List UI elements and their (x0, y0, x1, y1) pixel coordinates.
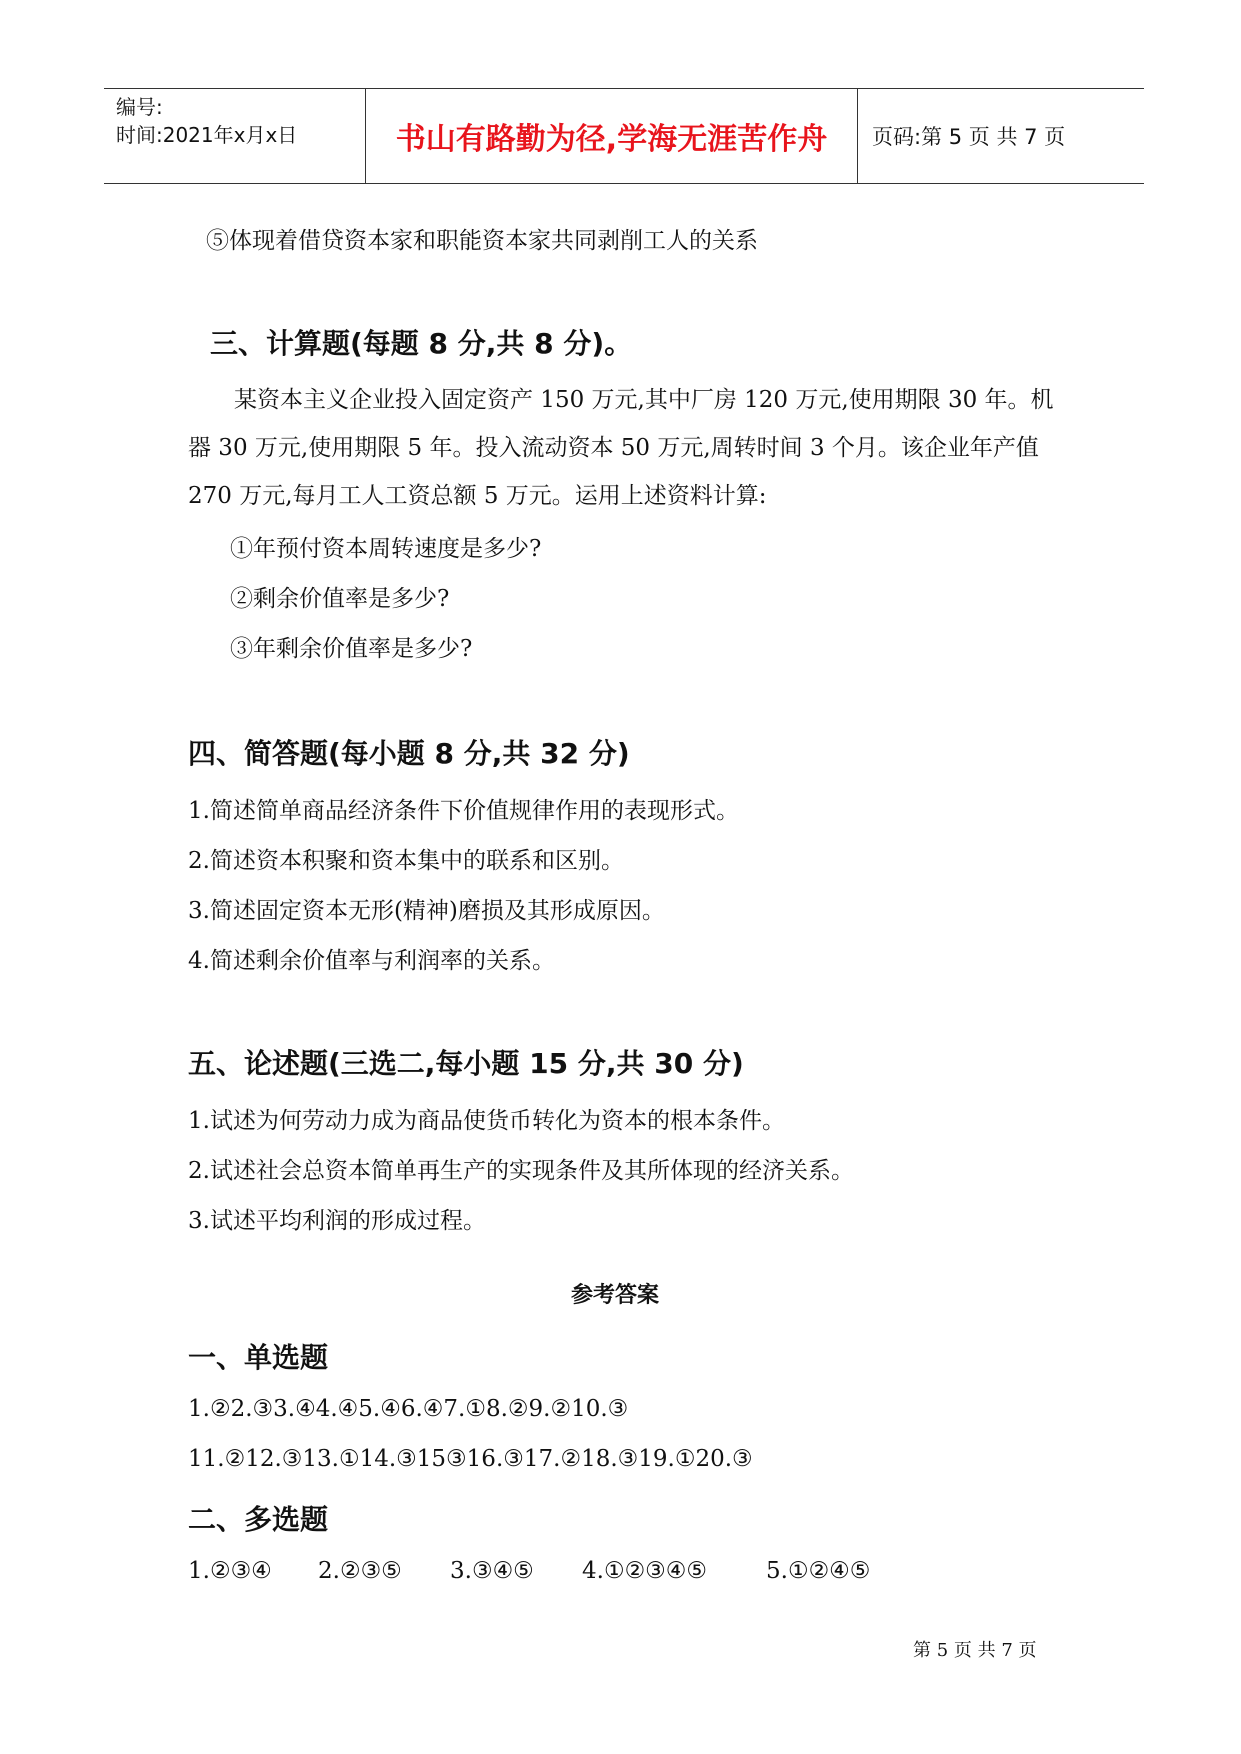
section5-item-2: 2.试述社会总资本简单再生产的实现条件及其所体现的经济关系。 (188, 1158, 854, 1184)
header-motto: 书山有路勤为径,学海无涯苦作舟 (366, 89, 858, 183)
section5-title: 五、论述题(三选二,每小题 15 分,共 30 分) (188, 1047, 744, 1080)
section4-item-4: 4.简述剩余价值率与利润率的关系。 (188, 948, 555, 974)
page-header (104, 88, 1144, 184)
multi-choice-item: 2.②③⑤ (318, 1558, 402, 1584)
section3-question-1: ①年预付资本周转速度是多少? (230, 536, 542, 562)
header-page-number: 页码:第 5 页 共 7 页 (872, 125, 1066, 149)
section4-item-2: 2.简述资本积聚和资本集中的联系和区别。 (188, 848, 624, 874)
section3-question-2: ②剩余价值率是多少? (230, 586, 450, 612)
section4-title: 四、简答题(每小题 8 分,共 32 分) (188, 737, 630, 770)
header-time: 时间:2021年x月x日 (116, 123, 298, 147)
multi-choice-item: 5.①②④⑤ (766, 1558, 871, 1584)
section3-problem: 某资本主义企业投入固定资产 150 万元,其中厂房 120 万元,使用期限 30 年。机器 30 万元,使用期限 5 年。投入流动资本 50 万元,周转时间 3 个月。该企业年产值 270 万元,每月工人工资总额 5 万元。运用上述资料计算: (188, 387, 1054, 509)
section3-title: 三、计算题(每题 8 分,共 8 分)。 (210, 327, 633, 360)
single-choice-row-2: 11.②12.③13.①14.③15③16.③17.②18.③19.①20.③ (188, 1446, 753, 1472)
section4-item-1: 1.简述简单商品经济条件下价值规律作用的表现形式。 (188, 798, 739, 824)
page-footer: 第 5 页 共 7 页 (913, 1640, 1037, 1661)
prev-question-item: ⑤体现着借贷资本家和职能资本家共同剥削工人的关系 (206, 228, 758, 254)
multi-choice-item: 1.②③④ (188, 1558, 272, 1584)
multi-choice-item: 3.③④⑤ (450, 1558, 534, 1584)
section5-item-3: 3.试述平均利润的形成过程。 (188, 1208, 486, 1234)
section3-question-3: ③年剩余价值率是多少? (230, 636, 473, 662)
single-choice-row-1: 1.②2.③3.④4.④5.④6.④7.①8.②9.②10.③ (188, 1396, 629, 1422)
section4-item-3: 3.简述固定资本无形(精神)磨损及其形成原因。 (188, 898, 665, 924)
section5-item-1: 1.试述为何劳动力成为商品使货币转化为资本的根本条件。 (188, 1108, 785, 1134)
multi-choice-title: 二、多选题 (188, 1503, 329, 1536)
header-number: 编号: (116, 95, 163, 119)
answers-title: 参考答案 (571, 1283, 660, 1308)
header-meta (104, 89, 366, 183)
multi-choice-item: 4.①②③④⑤ (582, 1558, 708, 1584)
single-choice-title: 一、单选题 (188, 1341, 329, 1374)
